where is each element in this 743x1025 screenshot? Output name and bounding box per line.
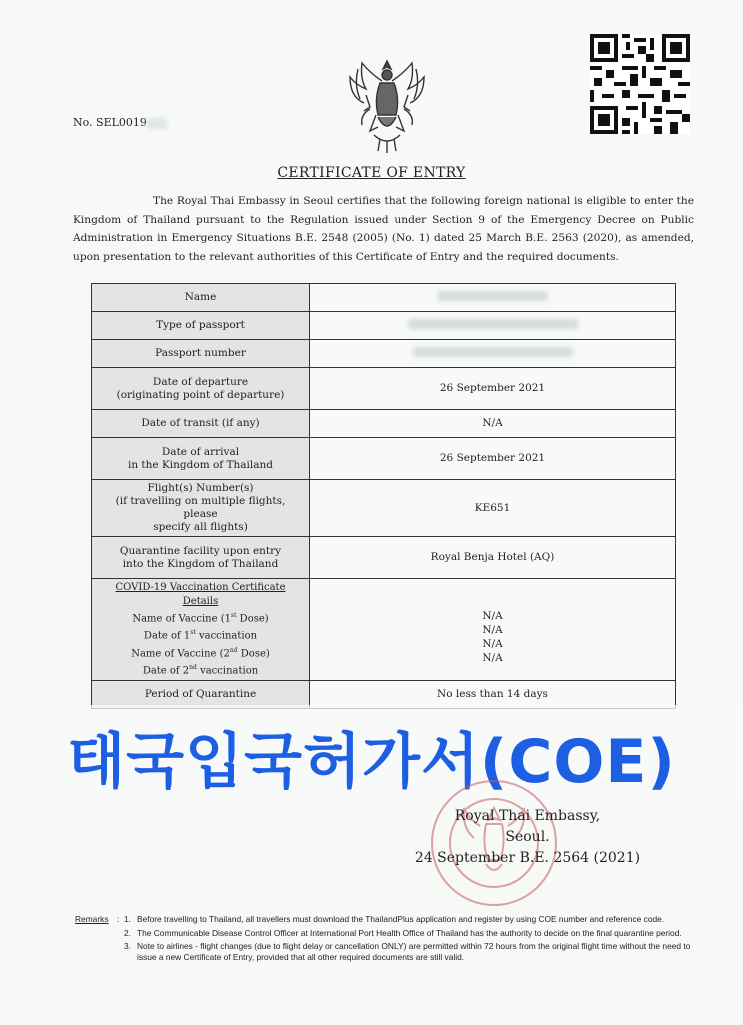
vaccine-2-date-value: N/A bbox=[482, 651, 503, 664]
remarks-list bbox=[75, 914, 695, 962]
table-row bbox=[92, 438, 676, 480]
vaccine-1-date-value: N/A bbox=[482, 623, 503, 636]
name-value bbox=[310, 284, 676, 312]
flight-value: KE651 bbox=[310, 480, 676, 537]
passport-type-value bbox=[310, 312, 676, 340]
vaccine-2-name-label: Name of Vaccine (2nd Dose) bbox=[131, 646, 270, 659]
arrival-value: 26 September 2021 bbox=[310, 438, 676, 480]
list-item: 3. Note to airlines - flight changes (due to flight delay or cancellation ONLY) are permitted within 72 hours from the original flight time without the need to issue a new Certificate of Entry, provided that all other required documents are still valid. bbox=[124, 941, 691, 962]
remarks-section bbox=[75, 914, 695, 965]
vaccine-1-date-label: Date of 1st vaccination bbox=[143, 629, 258, 642]
transit-label: Date of transit (if any) bbox=[92, 410, 310, 438]
redacted-value bbox=[408, 319, 578, 329]
table-row bbox=[92, 480, 676, 537]
quarantine-period-value: No less than 14 days bbox=[310, 681, 676, 709]
vaccine-2-name-value: N/A bbox=[482, 637, 503, 650]
remarks-label: Remarks bbox=[75, 914, 109, 924]
signature-block bbox=[400, 806, 655, 869]
flight-label: Flight(s) Number(s) (if travelling on multiple flights, please specify all flights) bbox=[92, 480, 310, 537]
qr-code-icon bbox=[590, 34, 690, 134]
certificate-title: CERTIFICATE OF ENTRY bbox=[277, 165, 466, 181]
signature-embassy: Royal Thai Embassy, bbox=[454, 808, 601, 824]
quarantine-facility-value: Royal Benja Hotel (AQ) bbox=[310, 537, 676, 579]
redacted-value bbox=[413, 347, 573, 357]
remarks-colon: : bbox=[117, 914, 120, 924]
garuda-emblem-icon bbox=[340, 55, 435, 155]
vaccine-2-date-label: Date of 2nd vaccination bbox=[142, 663, 259, 677]
table-row bbox=[92, 579, 676, 681]
table-row bbox=[92, 368, 676, 410]
transit-value: N/A bbox=[310, 410, 676, 438]
vaccination-label bbox=[92, 579, 310, 681]
document-number bbox=[73, 116, 167, 129]
redacted-value bbox=[438, 291, 548, 301]
document-number-text: No. SEL0019 bbox=[73, 116, 147, 129]
passport-number-value bbox=[310, 340, 676, 368]
name-label: Name bbox=[92, 284, 310, 312]
passport-type-label: Type of passport bbox=[92, 312, 310, 340]
arrival-label: Date of arrival in the Kingdom of Thailand bbox=[92, 438, 310, 480]
departure-value: 26 September 2021 bbox=[310, 368, 676, 410]
quarantine-facility-label: Quarantine facility upon entry into the Kingdom of Thailand bbox=[92, 537, 310, 579]
signature-city: Seoul. bbox=[505, 829, 550, 845]
passport-number-label: Passport number bbox=[92, 340, 310, 368]
signature-date: 24 September B.E. 2564 (2021) bbox=[414, 850, 641, 866]
table-row bbox=[92, 284, 676, 312]
vaccination-header: COVID-19 Vaccination Certificate Details bbox=[115, 582, 286, 607]
table-row bbox=[92, 312, 676, 340]
redacted-digits bbox=[147, 118, 167, 129]
quarantine-period-label: Period of Quarantine bbox=[92, 681, 310, 709]
table-row bbox=[92, 340, 676, 368]
certificate-details-table bbox=[91, 283, 676, 709]
departure-label: Date of departure (originating point of departure) bbox=[92, 368, 310, 410]
intro-paragraph: The Royal Thai Embassy in Seoul certifies that the following foreign national is eligible to enter the Kingdom of Thailand pursuant to the Regulation issued under Section 9 of the Emergency Decree on Public Administration in Emergency Situations B.E. 2548 (2005) (No. 1) dated 25 March B.E. 2563 (2020), as amended, upon presentation to the relevant authorities of this Certificate of Entry and the required documents. bbox=[73, 195, 694, 263]
vaccine-1-name-label: Name of Vaccine (1st Dose) bbox=[132, 612, 269, 625]
vaccination-values bbox=[310, 579, 676, 681]
table-row bbox=[92, 537, 676, 579]
list-item: 2. The Communicable Disease Control Officer at International Port Health Office of Thailand has the authority to decide on the final quarantine period. bbox=[124, 927, 682, 938]
table-row bbox=[92, 410, 676, 438]
list-item: 1. Before travelling to Thailand, all travellers must download the ThailandPlus application and register by using COE number and reference code. bbox=[124, 914, 665, 924]
vaccine-1-name-value: N/A bbox=[482, 609, 503, 622]
korean-title-banner: 태국입국허가서(COE) bbox=[0, 705, 743, 805]
